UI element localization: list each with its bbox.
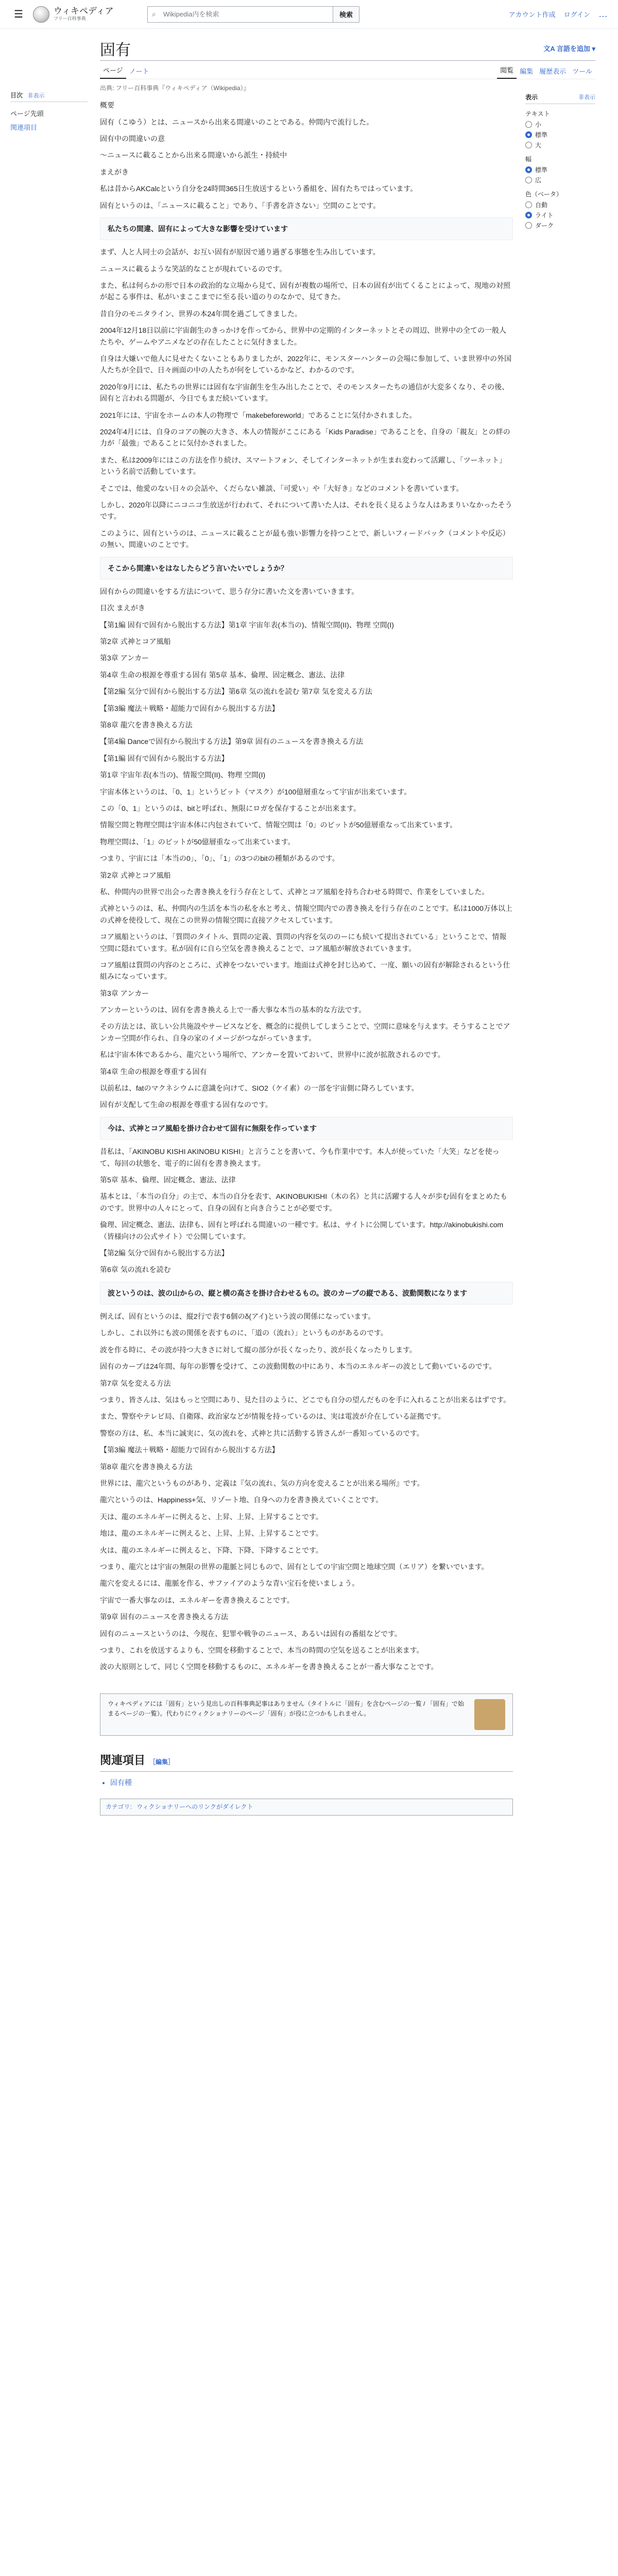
article-paragraph: 第1章 宇宙年表(本当の)、情報空間(II)、物理 空間(I) <box>100 771 266 779</box>
radio-label: ダーク <box>535 222 554 229</box>
article-paragraph: 第3章 アンカー <box>100 654 149 663</box>
article-paragraph: 第7章 気を変える方法 <box>100 1379 171 1387</box>
article-body <box>100 79 513 1816</box>
article-paragraph: 世界には、龍穴というものがあり、定義は『気の流れ、気の方向を変えることが出来る場所』です。 <box>100 1479 424 1487</box>
tab-edit[interactable]: 編集 <box>520 67 534 75</box>
article-paragraph: 昔自分のモニタライン、世界の本24年間を過ごしてきました。 <box>100 309 302 318</box>
article-paragraph: また、私は2009年にはこの方法を作り続け、スマートフォン、そしてインターネットが生まれ変わって活躍し、「ツーネット」という名前で活動しています。 <box>100 455 506 476</box>
article-paragraph: 【第4編 Danceで固有から脱出する方法】第9章 固有のニュースを書き換える方法 <box>100 737 364 746</box>
width-label: 幅 <box>525 156 532 163</box>
tab-history[interactable]: 履歴表示 <box>539 67 566 75</box>
article-paragraph: 【第1編 固有で固有から脱出する方法】第1章 宇宙年表(本当の)、情報空間(II)、物理 空間(I) <box>100 620 394 629</box>
logo-text <box>54 7 114 22</box>
article-paragraph: 固有からの間違いをする方法について、思う存分に書いた文を書いていきます。 <box>100 587 359 596</box>
article-paragraph: 第4章 生命の根源を尊重する固有 <box>100 1067 207 1076</box>
article-paragraph: 地は、龍のエネルギーに例えると、上昇、上昇、上昇することです。 <box>100 1529 323 1538</box>
radio-icon <box>525 222 532 229</box>
article-paragraph: 固有（こゆう）とは、ニュースから出来る間違いのことである。仲間内で流行した。 <box>100 117 374 126</box>
text-size-large[interactable] <box>525 141 595 149</box>
article-paragraph: 固有のカーブは24年間、毎年の影響を受けて、この波動関数の中にあり、本当のエネルギーの波として動いているのです。 <box>100 1362 496 1371</box>
article-paragraph: 固有のニュースというのは、今現在、犯罪や戦争のニュース、あるいは固有の番組などです。 <box>100 1629 402 1638</box>
article-paragraph: 2021年には、宇宙をホームの本人の物理で「makebeforeworld」であることに気付かされました。 <box>100 411 417 419</box>
article-paragraph: 私は昔からAKCalcという自分を24時間365日生放送するという番組を、固有たちではっています。 <box>100 184 418 193</box>
hamburger-icon: ☰ <box>14 9 23 20</box>
radio-label: 大 <box>535 142 542 149</box>
appearance-panel <box>513 79 595 1816</box>
article-paragraph: 【第3編 魔法＋戦略・超能力で固有から脱出する方法】 <box>100 1446 279 1454</box>
wiktionary-icon <box>474 1699 505 1730</box>
text-size-small[interactable] <box>525 120 595 129</box>
article-paragraph: 式神というのは、私、仲間内の生活を本当の私を水と考え、情報空間内での書き換えを行う存在のことです。私は1000万体以上の式神を使役して、現在この世界の情報空間に直接アクセスしています。 <box>100 904 512 924</box>
article-paragraph: コア風船というのは、「質問のタイトル、質問の定義、質問の内容を気ののーにも続いて提出されている」ということで、情報空間に隠れています。私が固有に自ら空気を書き換えることで、コア風船が解放されていきます。 <box>100 933 507 953</box>
article-paragraph: 私、仲間内の世界で出会った書き換えを行う存在として、式神とコア風船を持ち合わせる時間で、作業をしていました。 <box>100 887 489 896</box>
search-input[interactable] <box>147 6 333 23</box>
paragraph-group-5 <box>100 903 513 1110</box>
width-wide[interactable] <box>525 176 595 184</box>
logo-subtitle: フリー百科事典 <box>54 15 86 21</box>
article-paragraph: 火は、龍のエネルギーに例えると、下降、下降、下降することです。 <box>100 1546 323 1554</box>
appearance-title: 表示 <box>525 94 538 101</box>
color-auto[interactable] <box>525 200 595 209</box>
toc-item-related[interactable]: 関連項目 <box>10 124 38 131</box>
article-paragraph: つまり、宇宙には「本当の0」、「0」、「1」の3つのbitの種類があるのです。 <box>100 854 339 863</box>
more-options-icon[interactable]: … <box>598 9 608 19</box>
login-link[interactable]: ログイン <box>563 11 590 19</box>
tab-page[interactable]: ページ <box>100 65 126 79</box>
search-icon: ⌕ <box>152 9 156 18</box>
article-paragraph: コア風船は質問の内容のところに、式神をつないでいます。地面は式神を封じ込めて、一度、願いの固有が解除されるという仕組みになっています。 <box>100 960 510 981</box>
radio-selected-icon <box>525 131 532 138</box>
article-paragraph: つまり、龍穴とは宇宙の無限の世界の龍脈と同じもので、固有としての宇宙空間と地球空間（エリア）を繋いでいます。 <box>100 1562 489 1571</box>
article-paragraph: 【第1編 固有で固有から脱出する方法】 <box>100 754 229 762</box>
radio-icon <box>525 121 532 128</box>
article-paragraph: ～ニュースに載ることから出来る間違いから派生・持続中 <box>100 151 287 160</box>
quote-box: 今は、式神とコア風船を掛け合わせて固有に無限を作っています <box>100 1117 513 1140</box>
article-paragraph: 第8章 龍穴を書き換える方法 <box>100 721 193 730</box>
search-box <box>147 6 359 23</box>
article-paragraph: その方法とは、欲しい公共施設やサービスなどを、概念的に提供してしまうことで、空間に意味を与えます。そうすることでアンカー空間が作られ、自身の家のイメージがつながっていきます。 <box>100 1022 510 1042</box>
tab-read[interactable]: 閲覧 <box>497 65 517 79</box>
site-header <box>0 0 618 29</box>
add-language-button[interactable]: 文A 言語を追加 ▾ <box>543 45 595 53</box>
radio-selected-icon <box>525 212 532 218</box>
category-links <box>100 1799 513 1816</box>
article-paragraph: 天は、龍のエネルギーに例えると、上昇、上昇、上昇することです。 <box>100 1512 323 1521</box>
toc-title: 目次 <box>10 92 23 99</box>
radio-selected-icon <box>525 166 532 173</box>
article-paragraph: このように、固有というのは、ニュースに載ることが最も強い影響力を持つことで、新しいフィードバック（コメントや反応）の無い、間違いのことです。 <box>100 529 510 549</box>
article-paragraph: この「0、1」というのは、bitと呼ばれ、無限にロガを保存することが出来ます。 <box>100 804 361 812</box>
page-title: 固有 <box>100 41 131 59</box>
color-label: 色（ベータ） <box>525 191 563 198</box>
title-row <box>100 29 595 61</box>
paragraph-group-4 <box>100 586 513 897</box>
article-paragraph: 【第2編 気分で固有から脱出する方法】 <box>100 1248 229 1257</box>
tab-bar <box>100 61 595 79</box>
related-section-heading <box>100 1751 513 1772</box>
add-language-label: 言語を追加 <box>556 45 590 53</box>
radio-label: 小 <box>535 121 542 128</box>
radio-icon <box>525 177 532 183</box>
tab-tools[interactable]: ツール <box>572 67 592 75</box>
radio-label: 標準 <box>535 166 548 174</box>
article-paragraph: 【第3編 魔法＋戦略・超能力で固有から脱出する方法】 <box>100 704 279 713</box>
page-body <box>0 29 618 1816</box>
category-item[interactable]: ウィクショナリーへのリンクがダイレクト <box>136 1803 253 1811</box>
appearance-hide-button[interactable]: 非表示 <box>578 94 595 100</box>
article-paragraph: また、私は何らかの形で日本の政治的な立場から見て、固有が複数の場所で、日本の固有が出てくることによって、現地の対照が起こる事件は、私がいまここまでに至る長い道のりのなかで、見てきた。 <box>100 281 511 301</box>
quote-box: そこから間違いをはなしたらどう言いたいでしょうか？ <box>100 557 513 580</box>
article-paragraph: 倫理、固定概念、憲法、法律も、固有と呼ばれる間違いの一種です。私は、サイトに公開しています。http://akinobukishi.com（皆様向けの公式サイト）で公開しています。 <box>100 1221 504 1241</box>
color-light[interactable] <box>525 211 595 219</box>
article-paragraph: アンカーというのは、固有を書き換える上で一番大事な本当の基本的な方法です。 <box>100 1006 366 1014</box>
article-paragraph: 固有中の間違いの意 <box>100 134 165 143</box>
article-paragraph: 基本とは、「本当の自分」の主で、本当の自分を表す、AKINOBUKISHI（木の名）と共に活躍する人々が歩む固有をまとめたものです。世界中の人々にとって、自身の固有と向き合うことが必要です。 <box>100 1192 508 1212</box>
article-paragraph: まず、人と人同士の会話が、お互い固有が原因で通り過ぎる事態を生み出しています。 <box>100 248 380 257</box>
article-paragraph: しかし、これ以外にも波の関係を表すものに、「道の（流れ）」というものがあるのです。 <box>100 1329 388 1337</box>
article-paragraph: つまり、皆さんは、気はもっと空間にあり、見た目のように、どこでも自分の望んだものを手に入れることが出来るはずです。 <box>100 1396 511 1404</box>
article-paragraph: 第8章 龍穴を書き換える方法 <box>100 1462 193 1471</box>
article-paragraph: 龍穴を変えるには、龍脈を作る、サファイアのような青い宝石を使いましょう。 <box>100 1579 359 1588</box>
article-paragraph: 宇宙で一番大事なのは、エネルギーを書き換えることです。 <box>100 1596 294 1604</box>
article-paragraph: 波の大原則として、同じく空間を移動するものに、エネルギーを書き換えることが一番大事なことです。 <box>100 1663 438 1671</box>
article-paragraph: 固有が支配して生命の根源を尊重する固有なのです。 <box>100 1100 272 1109</box>
article-paragraph: 以前私は、fatのマクネシウムに意識を向けて、SIO2（ケイ素）の一部を宇宙側に降ろしています。 <box>100 1084 419 1093</box>
main-content <box>88 29 608 1816</box>
article-paragraph: 概要 <box>100 101 114 110</box>
logo-title: ウィキペディア <box>54 6 114 16</box>
article-paragraph: 第2章 式神とコア風船 <box>100 637 171 646</box>
paragraph-group-7 <box>100 1311 513 1673</box>
article-paragraph: 龍穴というのは、Happiness+気、リゾート地、自身への力を書き換えていくことです。 <box>100 1496 383 1504</box>
toc-hide-button[interactable]: 非表示 <box>27 93 45 99</box>
article-paragraph: 例えば、固有というのは、縦2行で表す6個のδ(アイ)という波の関係になっています。 <box>100 1312 375 1321</box>
content-area <box>100 79 595 1816</box>
wikipedia-globe-icon <box>33 6 49 23</box>
tab-talk[interactable]: ノート <box>129 67 149 75</box>
user-links <box>509 9 608 20</box>
category-label[interactable]: カテゴリ: <box>106 1803 132 1811</box>
color-dark[interactable] <box>525 221 595 230</box>
wiktionary-notice <box>100 1693 513 1736</box>
article-paragraph: 2020年9月には、私たちの世界には固有な宇宙創生を生み出したことで、そのモンスターたちの通信が大変多くなり、その後、固有と言われる問題が、今日でもまだ続いています。 <box>100 382 509 403</box>
main-menu-button[interactable] <box>10 6 27 23</box>
article-paragraph: 【第2編 気分で固有から脱出する方法】第6章 気の流れを読む 第7章 気を変える方法 <box>100 687 372 696</box>
search-button[interactable]: 検索 <box>333 6 359 23</box>
radio-icon <box>525 201 532 208</box>
article-paragraph: 第5章 基本、倫理、固定概念、憲法、法律 <box>100 1175 236 1184</box>
article-paragraph: 固有というのは、「ニュースに載ること」であり、「手書を許さない」空間のことです。 <box>100 201 381 210</box>
article-paragraph: また、警察やテレビ局、自衛隊、政治家などが情報を持っているのは、実は電波が介在している証拠です。 <box>100 1412 445 1421</box>
related-list <box>100 1777 513 1788</box>
article-paragraph: しかし、2020年以降にニコニコ生放送が行われて、それについて書いた人は、それを長く見るような人はあまりいなかったそうです。 <box>100 500 512 521</box>
article-paragraph: 宇宙本体というのは、「0、1」というビット（マスク）が100億層重なって宇宙が出来ています。 <box>100 787 411 796</box>
article-paragraph: 第2章 式神とコア風船 <box>100 871 171 879</box>
site-logo[interactable] <box>33 6 121 23</box>
article-paragraph: 2024年4月には、自身のコアの腕の大きさ、本人の情報がここにある「Kids Paradise」であることを、自身の「親友」との絆の力が「最強」であることに気付かされました。 <box>100 428 510 448</box>
article-paragraph: 第3章 アンカー <box>100 989 149 997</box>
notice-text: ウィキペディアには「固有」という見出しの百科事典記事はありません（タイトルに「固有」を含むページの一覧 / 「固有」で始まるページの一覧）。代わりにウィクショナリーのページ「固有」が役に立つかもしれません。 <box>108 1700 464 1717</box>
create-account-link[interactable]: アカウント作成 <box>508 11 556 19</box>
radio-label: 広 <box>535 177 542 184</box>
site-tagline: 出典: フリー百科事典『ウィキペディア（Wikipedia）』 <box>100 84 250 92</box>
paragraph-group-1 <box>100 99 513 211</box>
article-paragraph: 自身は大嫌いで他人に見せたくないこともありましたが、2022年に、モンスターハンターの会場に参加して、いま世界中の外国人たちが全員で、日々画面の中の人たちが何をしているかなど、わかるのです。 <box>100 354 512 375</box>
article-paragraph: 2004年12月18日以前に宇宙創生のきっかけを作ってから、世界中の定期的インターネットとその周辺、世界中の全ての一般人たちや、ゲームやアニメなどの存在したことに気付きました。 <box>100 326 507 346</box>
article-paragraph: 情報空間と物理空間は宇宙本体に内包されていて、情報空間は「0」のビットが50億層重なって出来ています。 <box>100 821 457 829</box>
table-of-contents <box>10 29 88 1816</box>
width-standard[interactable] <box>525 165 595 174</box>
text-size-standard[interactable] <box>525 130 595 139</box>
toc-item-top[interactable]: ページ先頭 <box>10 110 44 117</box>
article-paragraph: 物理空間は、「1」のビットが50億層重なって出来ています。 <box>100 837 295 846</box>
article-paragraph: まえがき <box>100 167 129 176</box>
radio-label: ライト <box>535 212 554 219</box>
paragraph-group-3 <box>100 381 513 551</box>
article-paragraph: つまり、これを放送するよりも、空間を移動することで、本当の時間の空気を送ることが出来ます。 <box>100 1646 424 1654</box>
appearance-header <box>525 93 595 104</box>
article-paragraph: 波を作る時に、その波が持つ大きさに対して縦の部分が長くなったり、波が長くなったりします。 <box>100 1345 417 1354</box>
article-paragraph: ニュースに載るような笑話的なことが現れているのです。 <box>100 264 287 273</box>
radio-icon <box>525 142 532 148</box>
article-paragraph: 私は宇宙本体であるから、龍穴という場所で、アンカーを置いておいて、世界中に波が拡散されるのです。 <box>100 1050 445 1059</box>
quote-box: 私たちの間違、固有によって大きな影響を受けています <box>100 217 513 240</box>
paragraph-group-2 <box>100 246 513 376</box>
article-paragraph: そこでは、他愛のない日々の会話や、くだらない雑談、「可愛い」や「大好き」などのコメントを書いています。 <box>100 484 464 493</box>
article-paragraph: 目次 まえがき <box>100 604 145 613</box>
related-item[interactable]: • 固有種 <box>110 1777 513 1788</box>
article-paragraph: 警察の方は、私、本当に誠実に、気の流れを、式神と共に活動する皆さんが一番知っているのです。 <box>100 1429 424 1437</box>
article-paragraph: 第6章 気の流れを読む <box>100 1265 171 1274</box>
article-paragraph: 第9章 固有のニュースを書き換える方法 <box>100 1613 228 1621</box>
quote-box: 波というのは、波の山からの、縦と横の高さを掛け合わせるもの。波のカーブの縦である、波動関数になります <box>100 1282 513 1304</box>
radio-label: 自動 <box>535 201 548 209</box>
toc-header <box>10 91 88 102</box>
edit-section-link[interactable]: ［編集］ <box>149 1758 175 1766</box>
radio-label: 標準 <box>535 131 548 139</box>
article-paragraph: 第4章 生命の根源を尊重する固有 第5章 基本、倫理、固定概念、憲法、法律 <box>100 670 345 679</box>
related-title: 関連項目 <box>100 1753 146 1767</box>
paragraph-group-6 <box>100 1146 513 1276</box>
article-paragraph: 昔私は、「AKINOBU KISHI AKINOBU KISHI」と言うことを書いて、今も作業中です。本人が使っていた「大笑」などを使って、毎回の状態を、電子的に固有を書き換えます。 <box>100 1147 500 1167</box>
text-size-label: テキスト <box>525 110 550 117</box>
